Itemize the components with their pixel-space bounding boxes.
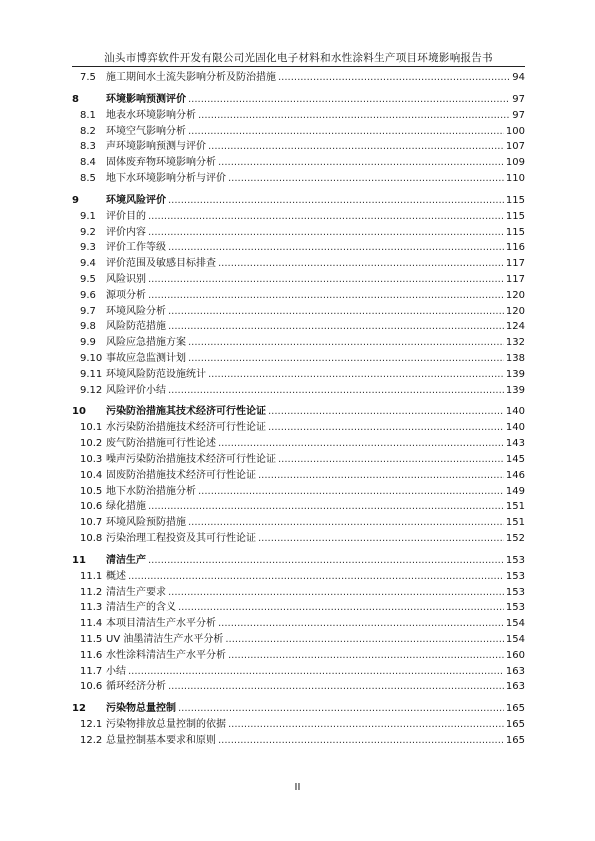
toc-section-entry[interactable] <box>72 171 525 187</box>
toc-dot-leader <box>228 648 504 664</box>
toc-entry-number: 10.1 <box>80 422 103 434</box>
toc-section-entry[interactable] <box>72 585 525 601</box>
toc-entry-title: 环境风险评价 <box>106 194 166 206</box>
toc-dot-leader <box>148 552 504 569</box>
toc-dot-leader <box>168 240 504 256</box>
toc-section-entry[interactable] <box>72 124 525 140</box>
toc-entry-page: 145 <box>505 453 525 465</box>
toc-entry-number: 9.9 <box>80 337 96 349</box>
toc-entry-page: 115 <box>505 210 525 222</box>
toc-entry-number: 9.10 <box>80 352 103 364</box>
document-header: 汕头市博弈软件开发有限公司光固化电子材料和水性涂料生产项目环境影响报告书 <box>104 52 493 64</box>
toc-entry-page: 138 <box>505 352 525 364</box>
toc-section-entry[interactable] <box>72 288 525 304</box>
toc-entry-title: 绿化措施 <box>106 501 146 513</box>
toc-entry-page: 163 <box>505 681 525 693</box>
toc-entry-title: 水性涂料清洁生产水平分析 <box>106 649 226 661</box>
toc-entry-title: 风险评价小结 <box>106 384 166 396</box>
toc-entry-number: 11.5 <box>80 633 103 645</box>
toc-dot-leader <box>258 531 504 547</box>
toc-entry-number: 11 <box>72 554 86 566</box>
toc-section-entry[interactable] <box>72 240 525 256</box>
toc-entry-number: 11.4 <box>80 618 103 630</box>
toc-entry-number: 10.7 <box>80 517 103 529</box>
toc-entry-number: 9.12 <box>80 384 103 396</box>
toc-entry-number: 9 <box>72 194 79 206</box>
toc-entry-title: 风险应急措施方案 <box>106 337 186 349</box>
toc-dot-leader <box>218 436 504 452</box>
toc-dot-leader <box>208 139 504 155</box>
toc-entry-title: 循环经济分析 <box>106 681 166 693</box>
toc-section-entry[interactable] <box>72 225 525 241</box>
toc-section-entry[interactable] <box>72 209 525 225</box>
toc-entry-page: 152 <box>505 532 525 544</box>
toc-dot-leader <box>148 209 504 225</box>
toc-entry-page: 117 <box>505 273 525 285</box>
toc-entry-title: 概述 <box>106 570 126 582</box>
toc-dot-leader <box>198 108 510 124</box>
toc-dot-leader <box>168 319 504 335</box>
toc-dot-leader <box>148 225 504 241</box>
toc-entry-number: 9.8 <box>80 321 96 333</box>
toc-chapter-entry[interactable] <box>72 192 525 209</box>
toc-entry-number: 12.1 <box>80 719 103 731</box>
toc-entry-number: 11.3 <box>80 602 103 614</box>
toc-dot-leader <box>228 171 504 187</box>
toc-entry-title: 小结 <box>106 665 126 677</box>
toc-dot-leader <box>168 585 504 601</box>
toc-entry-title: 清洁生产要求 <box>106 586 166 598</box>
toc-dot-leader <box>198 484 504 500</box>
toc-entry-page: 146 <box>505 469 525 481</box>
toc-entry-title: 评价工作等级 <box>106 242 166 254</box>
toc-entry-page: 100 <box>505 125 525 137</box>
toc-section-entry[interactable] <box>72 484 525 500</box>
toc-section-entry[interactable] <box>72 139 525 155</box>
toc-entry-number: 8.5 <box>80 172 96 184</box>
toc-entry-page: 143 <box>505 438 525 450</box>
toc-entry-title: 声环境影响预测与评价 <box>106 141 206 153</box>
toc-entry-title: 源项分析 <box>106 289 146 301</box>
toc-entry-page: 116 <box>505 242 525 254</box>
toc-dot-leader <box>208 367 504 383</box>
toc-dot-leader <box>178 700 504 717</box>
toc-dot-leader <box>258 468 504 484</box>
toc-section-entry[interactable] <box>72 108 525 124</box>
toc-section-entry[interactable] <box>72 256 525 272</box>
toc-entry-title: 清洁生产的含义 <box>106 602 176 614</box>
toc-entry-page: 115 <box>505 194 525 206</box>
toc-entry-title: 风险防范措施 <box>106 321 166 333</box>
toc-entry-title: 废气防治措施可行性论述 <box>106 438 216 450</box>
toc-entry-title: 污染防治措施其技术经济可行性论证 <box>106 406 266 418</box>
toc-entry-page: 160 <box>505 649 525 661</box>
toc-entry-number: 9.6 <box>80 289 96 301</box>
toc-entry-number: 11.2 <box>80 586 103 598</box>
toc-dot-leader <box>218 256 504 272</box>
toc-entry-title: 噪声污染防治措施技术经济可行性论证 <box>106 453 276 465</box>
toc-entry-title: 风险识别 <box>106 273 146 285</box>
toc-entry-title: 本项目清洁生产水平分析 <box>106 618 216 630</box>
toc-section-entry[interactable] <box>72 632 525 648</box>
toc-dot-leader <box>268 403 504 420</box>
toc-entry-number: 10.2 <box>80 438 103 450</box>
toc-dot-leader <box>188 515 504 531</box>
toc-entry-title: 事故应急监测计划 <box>106 352 186 364</box>
toc-entry-page: 97 <box>512 109 525 121</box>
toc-dot-leader <box>128 569 504 585</box>
toc-section-entry[interactable] <box>72 420 525 436</box>
toc-entry-title: 污染物总量控制 <box>106 703 176 715</box>
toc-entry-title: 评价内容 <box>106 226 146 238</box>
toc-entry-number: 10.5 <box>80 485 103 497</box>
toc-entry-page: 165 <box>505 719 525 731</box>
toc-entry-number: 9.3 <box>80 242 96 254</box>
toc-entry-page: 132 <box>505 337 525 349</box>
toc-section-entry[interactable] <box>72 319 525 335</box>
toc-entry-page: 165 <box>505 703 525 715</box>
toc-chapter-entry[interactable] <box>72 403 525 420</box>
toc-entry-title: 固废防治措施技术经济可行性论证 <box>106 469 256 481</box>
toc-section-entry[interactable] <box>72 679 525 695</box>
toc-entry-page: 139 <box>505 384 525 396</box>
toc-dot-leader <box>218 733 504 749</box>
toc-section-entry[interactable] <box>72 272 525 288</box>
toc-entry-page: 149 <box>505 485 525 497</box>
toc-section-entry[interactable] <box>72 367 525 383</box>
toc-entry-page: 153 <box>505 586 525 598</box>
toc-entry-page: 140 <box>505 406 525 418</box>
toc-dot-leader <box>268 420 504 436</box>
toc-section-entry[interactable] <box>72 499 525 515</box>
toc-dot-leader <box>168 383 504 399</box>
toc-entry-number: 12.2 <box>80 734 103 746</box>
toc-dot-leader <box>278 70 510 86</box>
toc-dot-leader <box>218 616 504 632</box>
table-of-contents <box>72 70 525 749</box>
toc-dot-leader <box>188 91 510 108</box>
toc-section-entry[interactable] <box>72 304 525 320</box>
toc-dot-leader <box>168 304 504 320</box>
toc-section-entry[interactable] <box>72 155 525 171</box>
toc-entry-title: 水污染防治措施技术经济可行性论证 <box>106 422 266 434</box>
toc-entry-number: 10.8 <box>80 532 103 544</box>
toc-entry-number: 10.3 <box>80 453 103 465</box>
toc-entry-title: 固体废弃物环境影响分析 <box>106 157 216 169</box>
header-rule <box>72 66 525 67</box>
toc-entry-page: 110 <box>505 172 525 184</box>
toc-entry-page: 107 <box>505 141 525 153</box>
toc-entry-page: 154 <box>505 618 525 630</box>
toc-entry-title: 清洁生产 <box>106 554 146 566</box>
toc-section-entry[interactable] <box>72 436 525 452</box>
toc-entry-title: 污染治理工程投资及其可行性论证 <box>106 532 256 544</box>
toc-entry-title: 环境风险防范设施统计 <box>106 368 206 380</box>
toc-entry-number: 9.5 <box>80 273 96 285</box>
page-number: II <box>294 782 301 793</box>
toc-entry-title: 环境空气影响分析 <box>106 125 186 137</box>
toc-dot-leader <box>178 600 504 616</box>
toc-section-entry[interactable] <box>72 616 525 632</box>
toc-dot-leader <box>168 192 504 209</box>
toc-entry-title: 地下水防治措施分析 <box>106 485 196 497</box>
toc-entry-page: 151 <box>505 501 525 513</box>
toc-section-entry[interactable] <box>72 531 525 547</box>
toc-entry-page: 117 <box>505 258 525 270</box>
toc-dot-leader <box>148 272 504 288</box>
toc-entry-page: 154 <box>505 633 525 645</box>
toc-dot-leader <box>128 664 504 680</box>
toc-entry-page: 163 <box>505 665 525 677</box>
toc-entry-number: 10.6 <box>80 681 103 693</box>
toc-entry-number: 11.1 <box>80 570 103 582</box>
toc-entry-number: 8 <box>72 93 79 105</box>
toc-entry-number: 11.6 <box>80 649 103 661</box>
toc-section-entry[interactable] <box>72 383 525 399</box>
toc-entry-page: 139 <box>505 368 525 380</box>
toc-entry-title: 地表水环境影响分析 <box>106 109 196 121</box>
toc-entry-number: 10.4 <box>80 469 103 481</box>
toc-dot-leader <box>218 155 504 171</box>
toc-section-entry[interactable] <box>72 351 525 367</box>
toc-section-entry[interactable] <box>72 733 525 749</box>
toc-entry-page: 94 <box>512 72 525 83</box>
toc-chapter-entry[interactable] <box>72 552 525 569</box>
toc-entry-title: UV 油墨清洁生产水平分析 <box>106 633 224 645</box>
toc-entry-number: 8.2 <box>80 125 96 137</box>
toc-entry-number: 7.5 <box>80 72 96 83</box>
toc-entry-page: 153 <box>505 602 525 614</box>
toc-section-entry[interactable] <box>72 515 525 531</box>
toc-entry-title: 总量控制基本要求和原则 <box>106 734 216 746</box>
toc-dot-leader <box>228 717 504 733</box>
toc-section-entry[interactable] <box>72 70 525 86</box>
toc-entry-title: 评价目的 <box>106 210 146 222</box>
toc-entry-title: 环境风险分析 <box>106 305 166 317</box>
toc-entry-number: 10.6 <box>80 501 103 513</box>
toc-section-entry[interactable] <box>72 569 525 585</box>
toc-entry-page: 153 <box>505 554 525 566</box>
toc-entry-page: 120 <box>505 305 525 317</box>
toc-dot-leader <box>148 499 504 515</box>
toc-dot-leader <box>148 288 504 304</box>
toc-dot-leader <box>188 351 504 367</box>
toc-chapter-entry[interactable] <box>72 91 525 108</box>
toc-entry-page: 165 <box>505 734 525 746</box>
toc-entry-title: 评价范围及敏感目标排查 <box>106 258 216 270</box>
toc-dot-leader <box>168 679 504 695</box>
toc-entry-number: 9.7 <box>80 305 96 317</box>
toc-entry-number: 9.11 <box>80 368 103 380</box>
toc-entry-title: 环境风险预防措施 <box>106 517 186 529</box>
toc-entry-title: 污染物排放总量控制的依据 <box>106 719 226 731</box>
toc-entry-number: 9.4 <box>80 258 96 270</box>
toc-section-entry[interactable] <box>72 648 525 664</box>
toc-dot-leader <box>188 124 504 140</box>
toc-dot-leader <box>188 335 504 351</box>
toc-section-entry[interactable] <box>72 468 525 484</box>
toc-entry-page: 109 <box>505 157 525 169</box>
toc-entry-page: 97 <box>512 93 525 105</box>
toc-entry-page: 124 <box>505 321 525 333</box>
toc-entry-page: 151 <box>505 517 525 529</box>
toc-entry-title: 地下水环境影响分析与评价 <box>106 172 226 184</box>
toc-entry-title: 施工期间水土流失影响分析及防治措施 <box>106 72 276 83</box>
toc-dot-leader <box>278 452 504 468</box>
toc-entry-number: 8.3 <box>80 141 96 153</box>
toc-section-entry[interactable] <box>72 600 525 616</box>
toc-chapter-entry[interactable] <box>72 700 525 717</box>
toc-dot-leader <box>225 632 504 648</box>
toc-entry-number: 9.1 <box>80 210 96 222</box>
toc-entry-number: 8.1 <box>80 109 96 121</box>
toc-section-entry[interactable] <box>72 335 525 351</box>
toc-entry-page: 140 <box>505 422 525 434</box>
toc-entry-title: 环境影响预测评价 <box>106 93 186 105</box>
toc-entry-number: 8.4 <box>80 157 96 169</box>
toc-entry-page: 120 <box>505 289 525 301</box>
toc-entry-number: 9.2 <box>80 226 96 238</box>
toc-section-entry[interactable] <box>72 452 525 468</box>
toc-section-entry[interactable] <box>72 664 525 680</box>
toc-entry-number: 12 <box>72 703 86 715</box>
toc-entry-number: 11.7 <box>80 665 103 677</box>
toc-section-entry[interactable] <box>72 717 525 733</box>
toc-entry-number: 10 <box>72 406 86 418</box>
toc-entry-page: 153 <box>505 570 525 582</box>
toc-entry-page: 115 <box>505 226 525 238</box>
